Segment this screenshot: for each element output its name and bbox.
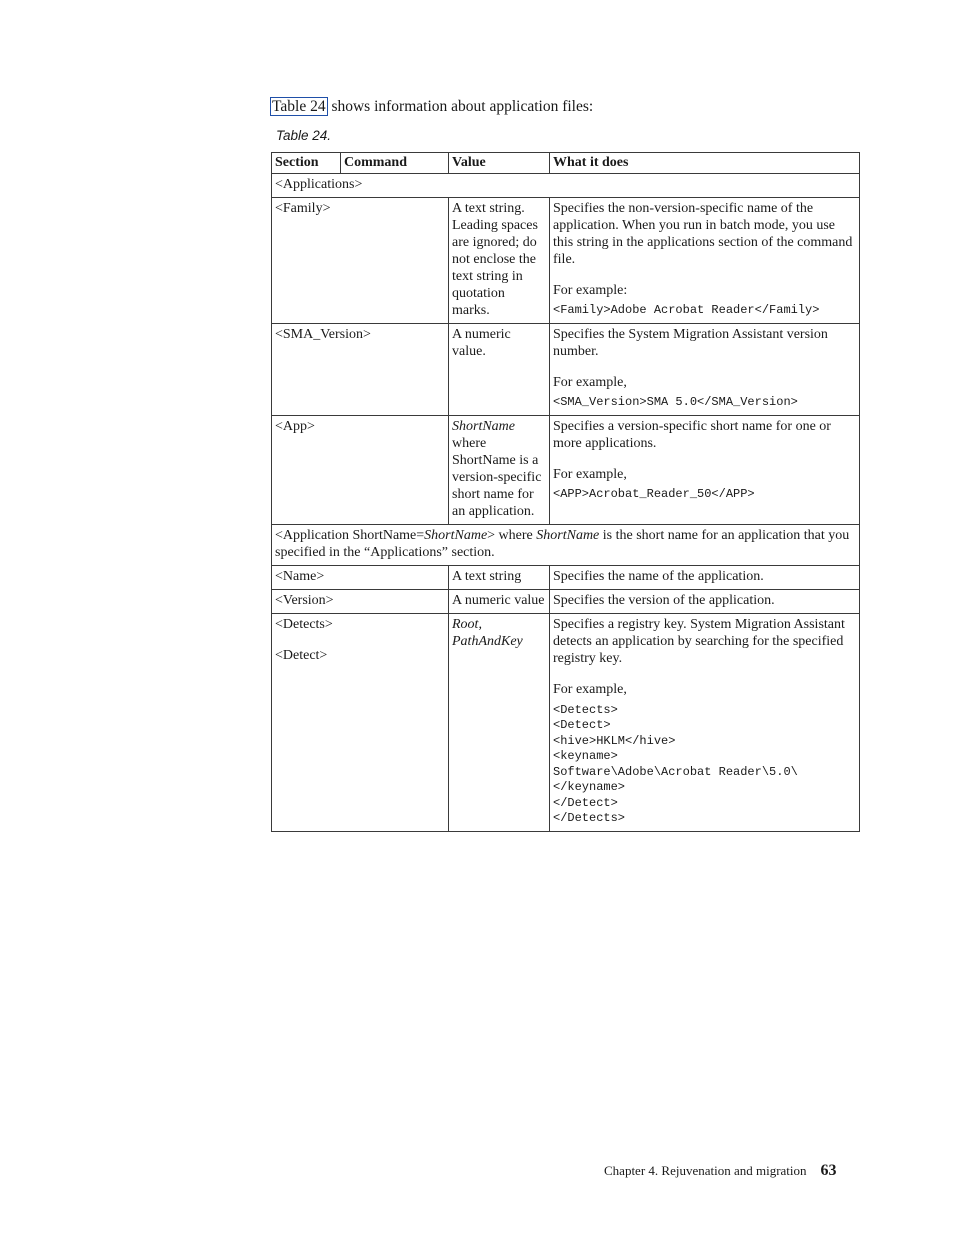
table-row [272,524,860,565]
span-text: > where [487,527,537,543]
span-text: <Application ShortName= [275,527,425,543]
example-code: <Family>Adobe Acrobat Reader</Family> [553,303,820,317]
section-cell: <Name> [272,565,449,589]
example-label: For example, [553,375,627,390]
table-header-row [272,153,860,174]
header-command: Command [341,153,449,174]
span-italic: ShortName [424,527,488,543]
page-number: 63 [820,1162,837,1179]
description-text: Specifies a version-specific short name for one or more applications. [553,418,831,451]
table-row [272,174,860,198]
value-cell: A text string. Leading spaces are ignored; do not enclose the text string in quotation marks. [449,198,550,324]
span-text: is the short name for an application that you specified in the “Applications” section. [275,527,850,560]
table-row [272,415,860,524]
description-cell: Specifies the version of the application. [550,589,860,613]
description-cell [550,324,860,416]
description-text: Specifies the System Migration Assistant version number. [553,327,828,359]
section-cell: <Version> [272,589,449,613]
span-italic: ShortName [536,527,600,543]
table-row [272,613,860,831]
example-label: For example, [553,681,627,697]
section-cell: <SMA_Version> [272,324,449,416]
table-row [272,589,860,613]
description-text: Specifies a registry key. System Migration Assistant detects an application by searching for the specified registry key. [553,616,845,666]
value-italic: ShortName [452,418,515,434]
example-label: For example, [553,466,627,482]
description-cell [550,613,860,831]
value-cell: A text string [449,565,550,589]
section-cell: <App> [272,415,449,524]
section-detects: <Detects> [275,616,333,632]
applications-section-cell: <Applications> [272,174,860,198]
header-value: Value [449,153,550,174]
description-text: Specifies the non-version-specific name of the application. When you run in batch mode, you use this string in the applications section of the command file. [553,201,853,267]
header-what-it-does: What it does [550,153,860,174]
example-code: <Detects> <Detect> <hive>HKLM</hive> <keyname> Software\Adobe\Acrobat Reader\5.0\ </keyname> </Detect> </Detects> [553,702,798,825]
page-footer [604,1162,837,1180]
example-label: For example: [553,283,628,298]
section-detect: <Detect> [275,647,328,663]
example-code: <APP>Acrobat_Reader_50</APP> [553,486,755,501]
value-cell: A numeric value [449,589,550,613]
example-code: <SMA_Version>SMA 5.0</SMA_Version> [553,395,798,409]
table-row [272,565,860,589]
value-text: where ShortName is a version-specific short name for an application. [452,435,542,519]
description-cell: Specifies the name of the application. [550,565,860,589]
application-section-cell [272,524,860,565]
table-caption: Table 24. [276,128,332,143]
value-italic: Root, PathAndKey [452,616,523,649]
intro-text: shows information about application files: [327,98,594,115]
section-cell: <Family> [272,198,449,324]
section-cell [272,613,449,831]
value-cell [449,415,550,524]
table-row [272,198,860,324]
header-section: Section [272,153,341,174]
description-cell [550,415,860,524]
table-row [272,324,860,416]
description-cell [550,198,860,324]
intro-paragraph [270,97,593,117]
chapter-title: Chapter 4. Rejuvenation and migration [604,1163,807,1178]
table-24-link[interactable]: Table 24 [272,98,326,115]
value-cell [449,613,550,831]
application-files-table [271,152,860,832]
value-cell: A numeric value. [449,324,550,416]
